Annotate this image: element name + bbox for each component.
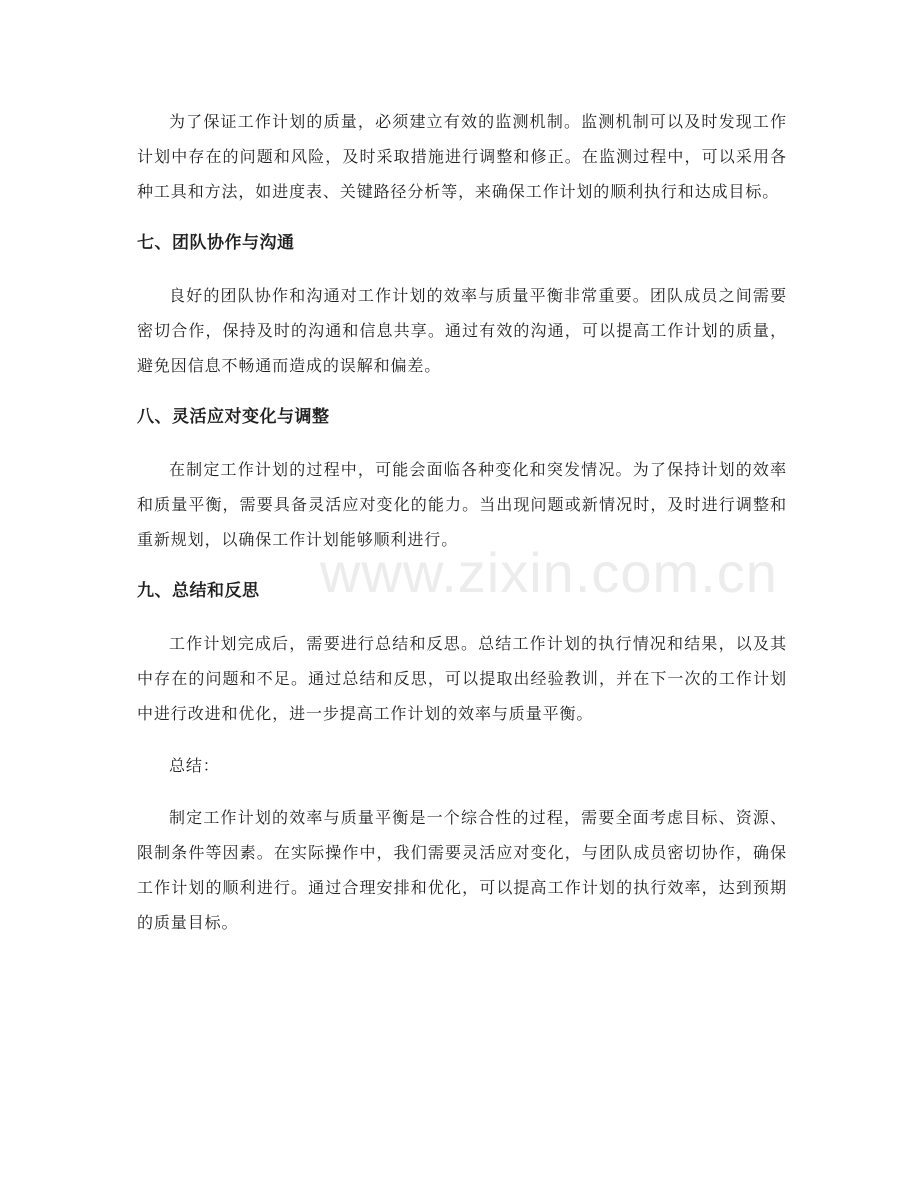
paragraph-summary: 制定工作计划的效率与质量平衡是一个综合性的过程，需要全面考虑目标、资源、限制条件等因素。在实际操作中，我们需要灵活应对变化，与团队成员密切协作，确保工作计划的顺利进行。通过合理安排和优化，可以提高工作计划的执行效率，达到预期的质量目标。 — [137, 808, 787, 932]
paragraph-summary-label: 总结： — [169, 756, 220, 775]
heading-section-8: 八、灵活应对变化与调整 — [137, 407, 330, 427]
paragraph-flexibility: 在制定工作计划的过程中，可能会面临各种变化和突发情况。为了保持计划的效率和质量平衡，需要具备灵活应对变化的能力。当出现问题或新情况时，及时进行调整和重新规划，以确保工作计划能够顺利进行。 — [137, 460, 787, 549]
paragraph-review: 工作计划完成后，需要进行总结和反思。总结工作计划的执行情况和结果，以及其中存在的问题和不足。通过总结和反思，可以提取出经验教训，并在下一次的工作计划中进行改进和优化，进一步提高工作计划的效率与质量平衡。 — [137, 634, 787, 723]
watermark-text: www.zixin.com.cn — [320, 541, 778, 604]
paragraph-team-collaboration: 良好的团队协作和沟通对工作计划的效率与质量平衡非常重要。团队成员之间需要密切合作，保持及时的沟通和信息共享。通过有效的沟通，可以提高工作计划的质量，避免因信息不畅通而造成的误解和偏差。 — [137, 286, 787, 375]
paragraph-monitoring: 为了保证工作计划的质量，必须建立有效的监测机制。监测机制可以及时发现工作计划中存在的问题和风险，及时采取措施进行调整和修正。在监测过程中，可以采用各种工具和方法，如进度表、关键路径分析等，来确保工作计划的顺利执行和达成目标。 — [137, 112, 787, 201]
heading-section-9: 九、总结和反思 — [137, 581, 260, 601]
heading-section-7: 七、团队协作与沟通 — [137, 233, 295, 253]
document-body — [137, 104, 787, 957]
